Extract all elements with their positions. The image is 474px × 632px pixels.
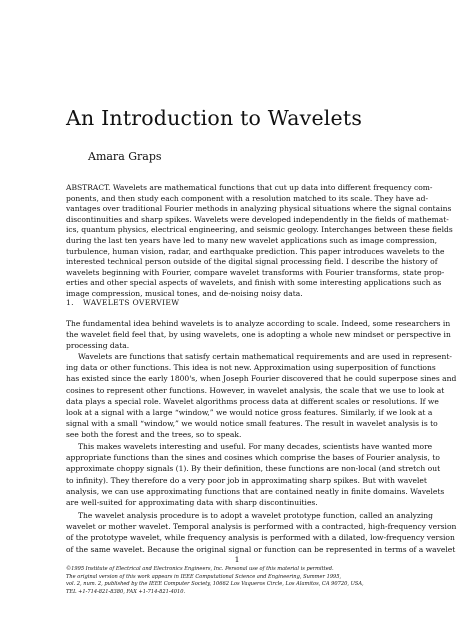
paragraph-line: wavelet or mother wavelet. Temporal analysis is performed with a contracted, high-frequency version [66, 522, 457, 532]
abstract-line: vantages over traditional Fourier methods in analyzing physical situations where the signal contains [66, 204, 452, 214]
paragraph-line: to infinity). They therefore do a very poor job in approximating sharp spikes. But with wavelet [66, 475, 427, 485]
paragraph-line: approximate choppy signals (1). By their definition, these functions are non-local (and stretch out [66, 464, 441, 474]
paragraph-line: Wavelets are functions that satisfy certain mathematical requirements and are used in represent- [78, 352, 452, 361]
paragraph-line: The fundamental idea behind wavelets is to analyze according to scale. Indeed, some researchers in [66, 319, 451, 328]
paragraph-line: of the prototype wavelet, while frequency analysis is performed with a dilated, low-frequency version [66, 533, 455, 543]
abstract-line: turbulence, human vision, radar, and earthquake prediction. This paper introduces wavelets to the [66, 246, 445, 256]
abstract-line: image compression, musical tones, and de-noising noisy data. [66, 288, 303, 298]
footnote-line: ©1995 Institute of Electrical and Electronics Engineers, Inc. Personal use of this material is permitted. [66, 566, 334, 572]
abstract-line: ics, quantum physics, electrical engineering, and seismic geology. Interchanges between these fields [66, 225, 453, 235]
paragraph-line: data plays a special role. Wavelet algorithms process data at different scales or resolutions. If we [66, 396, 439, 406]
abstract-line: ponents, and then study each component with a resolution matched to its scale. They have ad- [66, 193, 429, 203]
paragraph-line: processing data. [66, 341, 130, 351]
paragraph-line: cosines to represent other functions. However, in wavelet analysis, the scale that we use to look at [66, 385, 445, 395]
paragraph-line: This makes wavelets interesting and useful. For many decades, scientists have wanted more [78, 442, 433, 451]
page-number: 1 [234, 555, 240, 564]
abstract-line: wavelets beginning with Fourier, compare wavelet transforms with Fourier transforms, state prop- [66, 267, 445, 277]
paragraph-2 [66, 351, 457, 441]
paragraph-line: see both the forest and the trees, so to speak. [66, 430, 242, 440]
section-heading [66, 298, 179, 307]
paragraph-line: ing data or other functions. This idea is not new. Approximation using superposition of functions [66, 363, 436, 373]
paragraph-line: the wavelet field feel that, by using wavelets, one is adopting a whole new mindset or perspective in [66, 330, 451, 340]
abstract-line: discontinuities and sharp spikes. Wavelets were developed independently in the fields of mathemat- [66, 214, 449, 224]
abstract-line: erties and other special aspects of wavelets, and finish with some interesting applications such as [66, 278, 442, 288]
paragraph-line: The wavelet analysis procedure is to adopt a wavelet prototype function, called an analyzing [78, 511, 433, 520]
abstract-line: interested technical person outside of the digital signal processing field. I describe the history of [66, 257, 438, 267]
author-name: Amara Graps [88, 150, 162, 163]
abstract-line: ABSTRACT. Wavelets are mathematical functions that cut up data into different frequency com- [66, 183, 433, 192]
copyright-footnote [66, 566, 412, 596]
footnote-line: vol. 2, num. 2, published by the IEEE Computer Society, 10662 Los Vaqueros Circle, Los Alamitos, CA 90720, USA, [66, 581, 364, 588]
paragraph-1 [66, 318, 451, 352]
paragraph-line: appropriate functions than the sines and cosines which comprise the bases of Fourier analysis, to [66, 453, 440, 463]
paragraph-line: are well-suited for approximating data with sharp discontinuities. [66, 498, 318, 508]
paragraph-line: has existed since the early 1800's, when Joseph Fourier discovered that he could superpose sines and [66, 374, 457, 384]
abstract-line: during the last ten years have led to many new wavelet applications such as image compression, [66, 235, 437, 245]
section-title: WAVELETS OVERVIEW [83, 298, 180, 307]
paper-title: An Introduction to Wavelets [66, 106, 363, 130]
paragraph-line: signal with a small “window,” we would notice small features. The result in wavelet analysis is to [66, 419, 438, 429]
abstract [66, 183, 453, 300]
section-number: 1. [66, 298, 74, 307]
paragraph-line: of the same wavelet. Because the original signal or function can be represented in terms of a wavelet [66, 544, 456, 554]
paragraph-4 [66, 510, 457, 555]
footnote-line: TEL +1-714-821-8380, FAX +1-714-821-4010. [66, 588, 186, 595]
paragraph-line: look at a signal with a large “window,” we would notice gross features. Similarly, if we look at a [66, 408, 433, 418]
paragraph-3 [66, 441, 445, 508]
footnote-line: The original version of this work appears in IEEE Computational Science and Engineering, Summer 1995, [66, 573, 342, 580]
paragraph-line: analysis, we can use approximating functions that are contained neatly in finite domains. Wavelets [66, 486, 445, 496]
